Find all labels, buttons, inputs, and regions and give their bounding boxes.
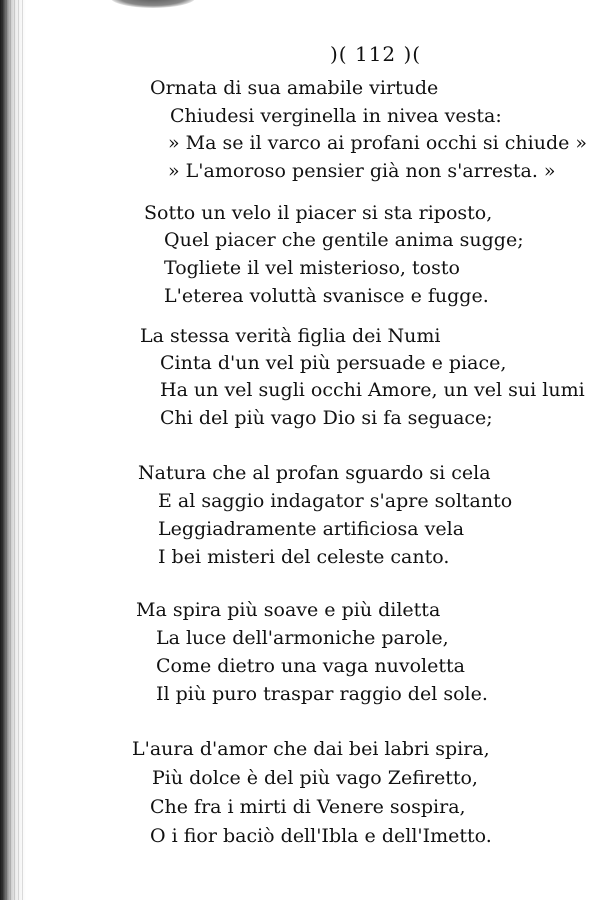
verse-line: L'aura d'amor che dai bei labri spira, — [132, 738, 490, 760]
verse-line: Più dolce è del più vago Zefiretto, — [152, 767, 478, 789]
verse-line: Cinta d'un vel più persuade e piace, — [160, 352, 507, 374]
verse-line: Sotto un velo il piacer si sta riposto, — [144, 202, 493, 224]
verse-line: Che fra i mirti di Venere sospira, — [150, 796, 466, 818]
verse-line: » L'amoroso pensier già non s'arresta. » — [168, 160, 556, 182]
verse-line: » Ma se il varco ai profani occhi si chiude » — [168, 132, 588, 154]
verse-line: Ornata di sua amabile virtude — [150, 77, 439, 99]
verse-line: Quel piacer che gentile anima sugge; — [164, 229, 524, 251]
spine-texture — [2, 0, 24, 900]
verse-line: E al saggio indagator s'apre soltanto — [158, 490, 513, 512]
verse-line: La luce dell'armoniche parole, — [156, 627, 449, 649]
verse-line: Come dietro una vaga nuvoletta — [156, 655, 465, 677]
verse-line: O i fior baciò dell'Ibla e dell'Imetto. — [150, 825, 492, 847]
verse-line: L'eterea voluttà svanisce e fugge. — [164, 285, 489, 307]
verse-line: I bei misteri del celeste canto. — [158, 546, 450, 568]
verse-line: Il più puro traspar raggio del sole. — [156, 683, 488, 705]
ink-blot — [110, 0, 196, 8]
verse-line: Chiudesi verginella in nivea vesta: — [170, 105, 502, 127]
verse-line: La stessa verità figlia dei Numi — [140, 325, 441, 347]
verse-line: Chi del più vago Dio si fa seguace; — [160, 407, 493, 429]
page-number: )( 112 )( — [330, 42, 422, 66]
verse-line: Ma spira più soave e più diletta — [136, 599, 441, 621]
verse-line: Natura che al profan sguardo si cela — [138, 462, 491, 484]
verse-line: Togliete il vel misterioso, tosto — [164, 257, 460, 279]
verse-line: Ha un vel sugli occhi Amore, un vel sui lumi — [160, 379, 585, 401]
verse-line: Leggiadramente artificiosa vela — [158, 518, 465, 540]
